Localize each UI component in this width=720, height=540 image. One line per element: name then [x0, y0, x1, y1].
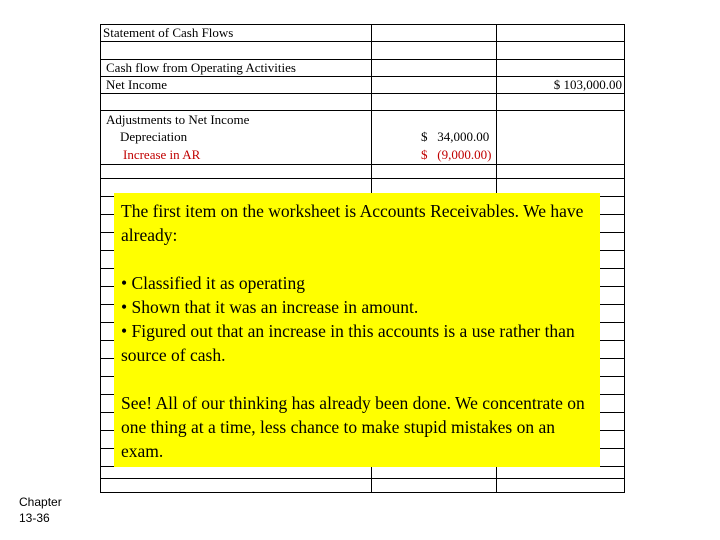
grid-row-line	[101, 76, 624, 77]
increase-ar-value: $ (9,000.00)	[421, 147, 492, 162]
grid-row-line	[101, 93, 624, 94]
grid-row-line	[101, 110, 624, 111]
callout-intro: The first item on the worksheet is Accounts Receivables. We have already:	[121, 201, 584, 245]
callout-bullet-2: • Shown that it was an increase in amount.	[121, 297, 419, 317]
page-number: 13-36	[19, 511, 50, 525]
depreciation-label: Depreciation	[120, 129, 188, 144]
callout-bullet-1: • Classified it as operating	[121, 273, 306, 293]
section-heading: Cash flow from Operating Activities	[106, 60, 296, 75]
adjustments-label: Adjustments to Net Income	[106, 112, 250, 127]
grid-row-line	[101, 164, 624, 165]
worksheet-title: Statement of Cash Flows	[103, 25, 234, 40]
explanation-callout	[114, 193, 600, 467]
depreciation-value: $ 34,000.00	[421, 129, 490, 144]
grid-row-line	[101, 41, 624, 42]
slide-footer	[19, 494, 62, 526]
callout-conclusion: See! All of our thinking has already been done. We concentrate on one thing at a time, less chance to make stupid mistakes on an exam.	[121, 393, 585, 461]
grid-row-line	[101, 478, 624, 479]
net-income-value: $ 103,000.00	[553, 77, 622, 92]
net-income-label: Net Income	[106, 77, 168, 92]
grid-row-line	[101, 178, 624, 179]
chapter-label: Chapter	[19, 495, 62, 509]
callout-bullet-3: • Figured out that an increase in this accounts is a use rather than source of cash.	[121, 321, 575, 365]
increase-ar-label: Increase in AR	[123, 147, 201, 162]
